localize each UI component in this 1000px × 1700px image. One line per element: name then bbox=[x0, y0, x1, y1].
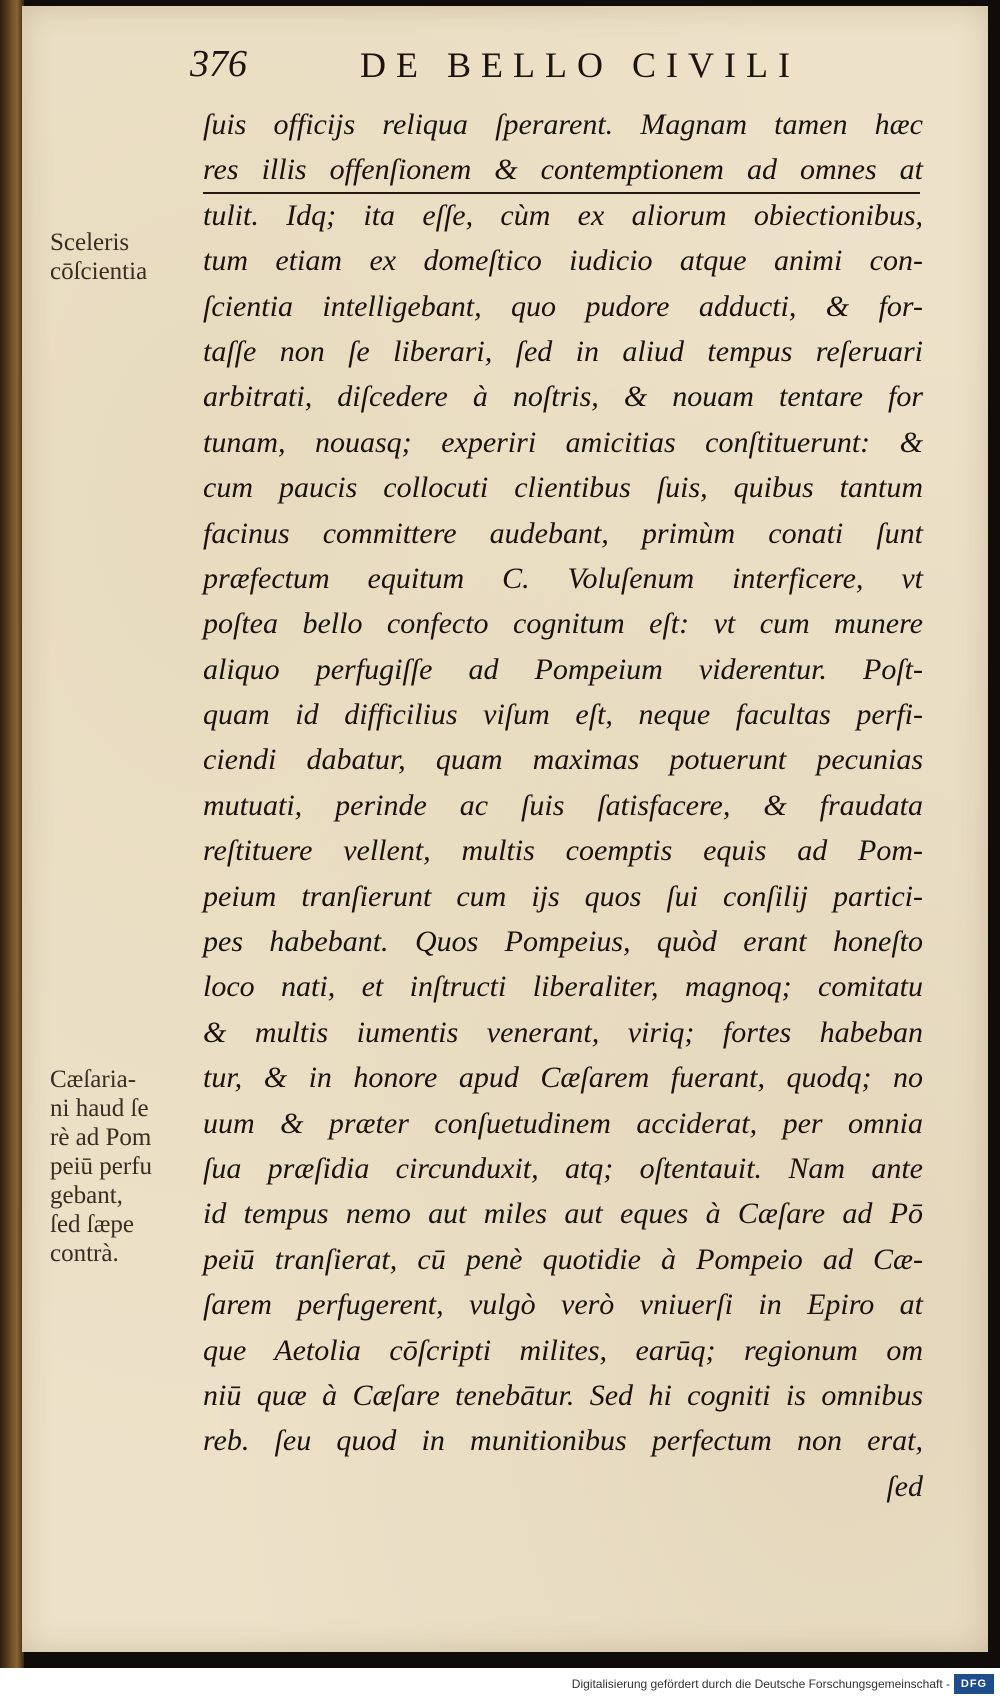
text-line: tulit. Idq; ita eſſe, cùm ex aliorum obiectionibus, bbox=[203, 198, 923, 232]
text-line: quam id difficilius viſum eſt, neque facultas perfi- bbox=[203, 698, 923, 732]
text-line: reb. ſeu quod in munitionibus perfectum non erat, bbox=[203, 1424, 923, 1458]
catchword: ſed bbox=[886, 1469, 923, 1503]
text-line: que Aetolia cōſcripti milites, earūq; regionum om bbox=[203, 1333, 923, 1367]
marginal-note bbox=[50, 228, 147, 286]
dfg-logo: DFG bbox=[954, 1674, 994, 1694]
text-line: & multis iumentis venerant, viriq; fortes habeban bbox=[203, 1015, 923, 1049]
marginal-note-line: cōſcientia bbox=[50, 258, 148, 285]
text-line: res illis offenſionem & contemptionem ad omnes at bbox=[203, 153, 923, 187]
text-line: tur, & in honore apud Cæſarem fuerant, quodq; no bbox=[203, 1061, 923, 1095]
page-header bbox=[190, 42, 800, 102]
marginal-note-line: contrà. bbox=[50, 1240, 119, 1267]
text-line: ſuis officijs reliqua ſperarent. Magnam tamen hæc bbox=[203, 108, 923, 141]
text-line: reſtituere vellent, multis coemptis equis ad Pom- bbox=[203, 834, 923, 868]
text-line: uum & præter conſuetudinem acciderat, per omnia bbox=[203, 1106, 923, 1140]
text-line: peiū tranſierat, cū penè quotidie à Pompeio ad Cæ- bbox=[203, 1242, 923, 1276]
text-line: id tempus nemo aut miles aut eques à Cæſare ad Pō bbox=[203, 1197, 923, 1231]
marginal-note-line: ni haud ſe bbox=[50, 1095, 149, 1122]
text-line: tunam, nouasq; experiri amicitias conſtituerunt: & bbox=[203, 425, 923, 459]
text-line: niū quæ à Cæſare tenebātur. Sed hi cogniti is omnibus bbox=[203, 1378, 923, 1412]
body-text bbox=[203, 102, 923, 1509]
text-line: præfectum equitum C. Voluſenum interficere, vt bbox=[203, 561, 923, 595]
text-line: facinus committere audebant, primùm conati ſunt bbox=[203, 516, 923, 550]
marginal-note-line: Sceleris bbox=[50, 229, 130, 256]
text-line: ciendi dabatur, quam maximas potuerunt pecunias bbox=[203, 743, 923, 777]
digitization-footer bbox=[0, 1668, 1000, 1700]
marginal-note-line: rè ad Pom bbox=[50, 1124, 152, 1151]
text-line: mutuati, perinde ac ſuis ſatisfacere, & fraudata bbox=[203, 788, 923, 822]
text-line: ſua præſidia circunduxit, atq; oſtentauit. Nam ante bbox=[203, 1151, 923, 1185]
page-number: 376 bbox=[190, 43, 247, 85]
book-fore-edge bbox=[0, 0, 24, 1668]
text-line: poſtea bello confecto cognitum eſt: vt cum munere bbox=[203, 607, 923, 641]
text-line: arbitrati, diſcedere à noſtris, & nouam tentare for bbox=[203, 380, 923, 414]
marginal-note-line: gebant, bbox=[50, 1182, 123, 1209]
text-line: cum paucis collocuti clientibus ſuis, quibus tantum bbox=[203, 471, 923, 505]
marginal-note-line: ſed ſæpe bbox=[50, 1211, 135, 1238]
marginal-note-line: peiū perfu bbox=[50, 1153, 153, 1180]
marginal-note-line: Cæſaria- bbox=[50, 1066, 137, 1093]
marginal-note bbox=[50, 1065, 152, 1268]
running-head: DE BELLO CIVILI bbox=[360, 45, 800, 85]
text-line: pes habebant. Quos Pompeius, quòd erant honeſto bbox=[203, 925, 923, 959]
text-line: ſarem perfugerent, vulgò verò vniuerſi in Epiro at bbox=[203, 1288, 923, 1322]
funding-credit: Digitalisierung gefördert durch die Deutsche Forschungsgemeinschaft - bbox=[571, 1677, 950, 1691]
text-line: peium tranſierunt cum ijs quos ſui conſilij partici- bbox=[203, 879, 923, 913]
text-line: ſcientia intelligebant, quo pudore adducti, & for- bbox=[203, 289, 923, 323]
text-line: taſſe non ſe liberari, ſed in aliud tempus reſeruari bbox=[203, 334, 923, 368]
text-line: tum etiam ex domeſtico iudicio atque animi con- bbox=[203, 244, 923, 278]
text-line: aliquo perfugiſſe ad Pompeium viderentur. Poſt- bbox=[203, 652, 923, 686]
text-line: loco nati, et inſtructi liberaliter, magnoq; comitatu bbox=[203, 970, 923, 1004]
